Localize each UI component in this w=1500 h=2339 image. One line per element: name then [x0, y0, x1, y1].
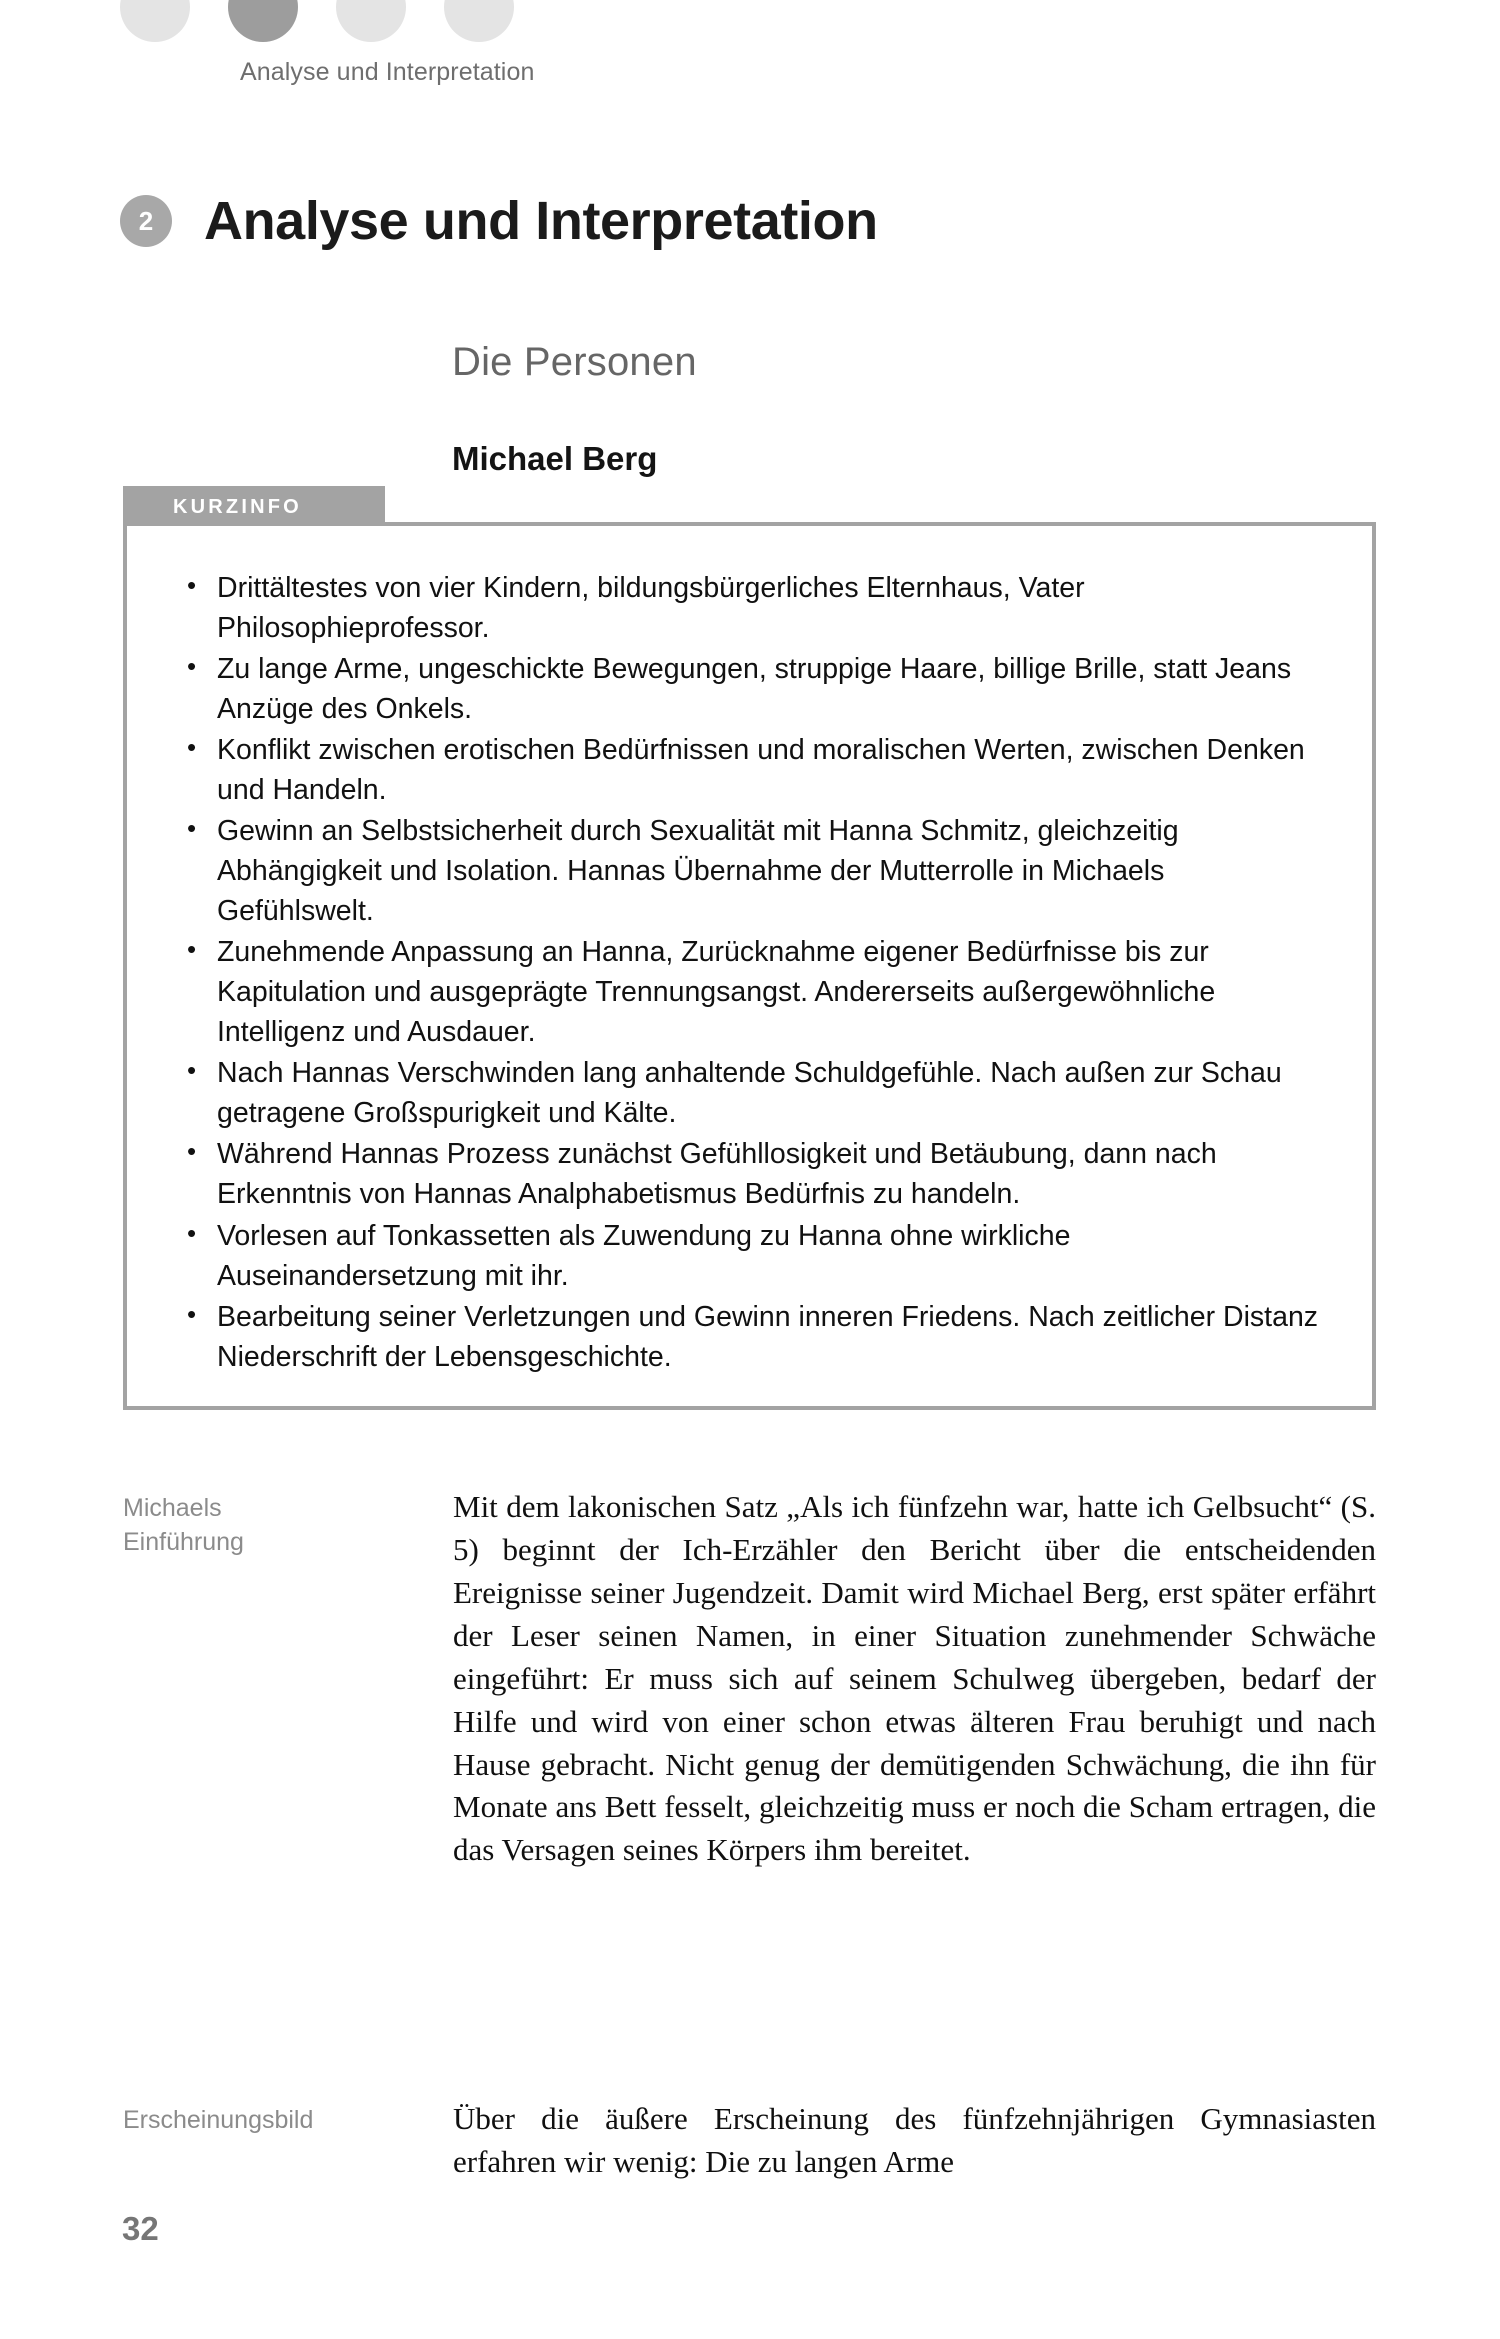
chapter-dot-1	[120, 0, 190, 42]
chapter-dot-2	[228, 0, 298, 42]
kurzinfo-list-item	[179, 1134, 1326, 1214]
page-number: 32	[122, 2210, 159, 2247]
bullet-icon: •	[187, 651, 197, 682]
kurzinfo-list-item	[179, 1053, 1326, 1133]
margin-note-1: Michaels Einführung	[123, 1494, 244, 1556]
person-heading: Michael Berg	[452, 440, 658, 477]
kurzinfo-tab-label: KURZINFO	[123, 486, 385, 528]
body-paragraph-2: Über die äußere Erscheinung des fünfzehnjährigen Gymnasiasten erfahren wir wenig: Die zu langen Arme	[453, 2101, 1376, 2179]
kurzinfo-list-item	[179, 811, 1326, 931]
kurzinfo-item-text: Bearbeitung seiner Verletzungen und Gewinn inneren Friedens. Nach zeitlicher Distanz Niederschrift der Lebensgeschichte.	[217, 1300, 1319, 1373]
kurzinfo-list-item	[179, 568, 1326, 648]
kurzinfo-list-item	[179, 932, 1326, 1052]
margin-note-2: Erscheinungsbild	[123, 2106, 314, 2134]
bullet-icon: •	[187, 813, 197, 844]
kurzinfo-item-text: Während Hannas Prozess zunächst Gefühllosigkeit und Betäubung, dann nach Erkenntnis von Hannas Analphabetismus Bedürfnis zu handeln.	[217, 1138, 1217, 1211]
kurzinfo-item-text: Zunehmende Anpassung an Hanna, Zurücknahme eigener Bedürfnisse bis zur Kapitulation und ausgeprägte Trennungsangst. Andererseits außergewöhnliche Intelligenz und Ausdauer.	[217, 936, 1216, 1049]
chapter-dot-4	[444, 0, 514, 42]
kurzinfo-item-text: Nach Hannas Verschwinden lang anhaltende Schuldgefühle. Nach außen zur Schau getragene Großspurigkeit und Kälte.	[217, 1057, 1282, 1130]
chapter-dot-3	[336, 0, 406, 42]
kurzinfo-item-text: Konflikt zwischen erotischen Bedürfnissen und moralischen Werten, zwischen Denken und Handeln.	[217, 734, 1305, 807]
bullet-icon: •	[187, 1298, 197, 1329]
chapter-number-badge: 2	[120, 195, 172, 247]
section-heading: Die Personen	[452, 340, 697, 384]
kurzinfo-list-item	[179, 730, 1326, 810]
page-title: Analyse und Interpretation	[204, 191, 878, 251]
kurzinfo-box	[123, 522, 1376, 1410]
kurzinfo-item-text: Vorlesen auf Tonkassetten als Zuwendung zu Hanna ohne wirkliche Auseinandersetzung mit ihr.	[217, 1219, 1071, 1292]
running-header	[0, 0, 1500, 120]
kurzinfo-list	[127, 526, 1372, 1377]
bullet-icon: •	[187, 934, 197, 965]
bullet-icon: •	[187, 570, 197, 600]
body-block-2	[123, 2098, 1376, 2184]
bullet-icon: •	[187, 1136, 197, 1167]
kurzinfo-item-text: Drittältestes von vier Kindern, bildungsbürgerliches Elternhaus, Vater Philosophieprofessor.	[217, 572, 1085, 645]
kurzinfo-item-text: Gewinn an Selbstsicherheit durch Sexualität mit Hanna Schmitz, gleichzeitig Abhängigkeit und Isolation. Hannas Übernahme der Mutterrolle in Michaels Gefühlswelt.	[217, 815, 1179, 928]
body-block-1	[123, 1486, 1376, 1872]
kurzinfo-list-item	[179, 1216, 1326, 1296]
chapter-title-row	[120, 190, 878, 252]
kurzinfo-item-text: Zu lange Arme, ungeschickte Bewegungen, struppige Haare, billige Brille, statt Jeans Anzüge des Onkels.	[217, 653, 1292, 726]
kurzinfo-list-item	[179, 649, 1326, 729]
running-header-title: Analyse und Interpretation	[240, 58, 535, 86]
chapter-dots	[120, 0, 514, 42]
kurzinfo-list-item	[179, 1297, 1326, 1377]
body-paragraph-1: Mit dem lakonischen Satz „Als ich fünfzehn war, hatte ich Gelbsucht“ (S. 5) beginnt der Ich-Erzähler den Bericht über die entscheidenden Ereignisse seiner Jugendzeit. Damit wird Michael Berg, erst später erfährt der Leser seinen Namen, in einer Situation zunehmender Schwäche eingeführt: Er muss sich auf seinem Schulweg übergeben, bedarf der Hilfe und wird von einer schon etwas älteren Frau beruhigt und nach Hause gebracht. Nicht genug der demütigenden Schwächung, die ihn für Monate ans Bett fesselt, gleichzeitig muss er noch die Scham ertragen, die das Versagen seines Körpers ihm bereitet.	[453, 1489, 1376, 1868]
bullet-icon: •	[187, 1217, 197, 1248]
bullet-icon: •	[187, 1055, 197, 1086]
bullet-icon: •	[187, 732, 197, 763]
